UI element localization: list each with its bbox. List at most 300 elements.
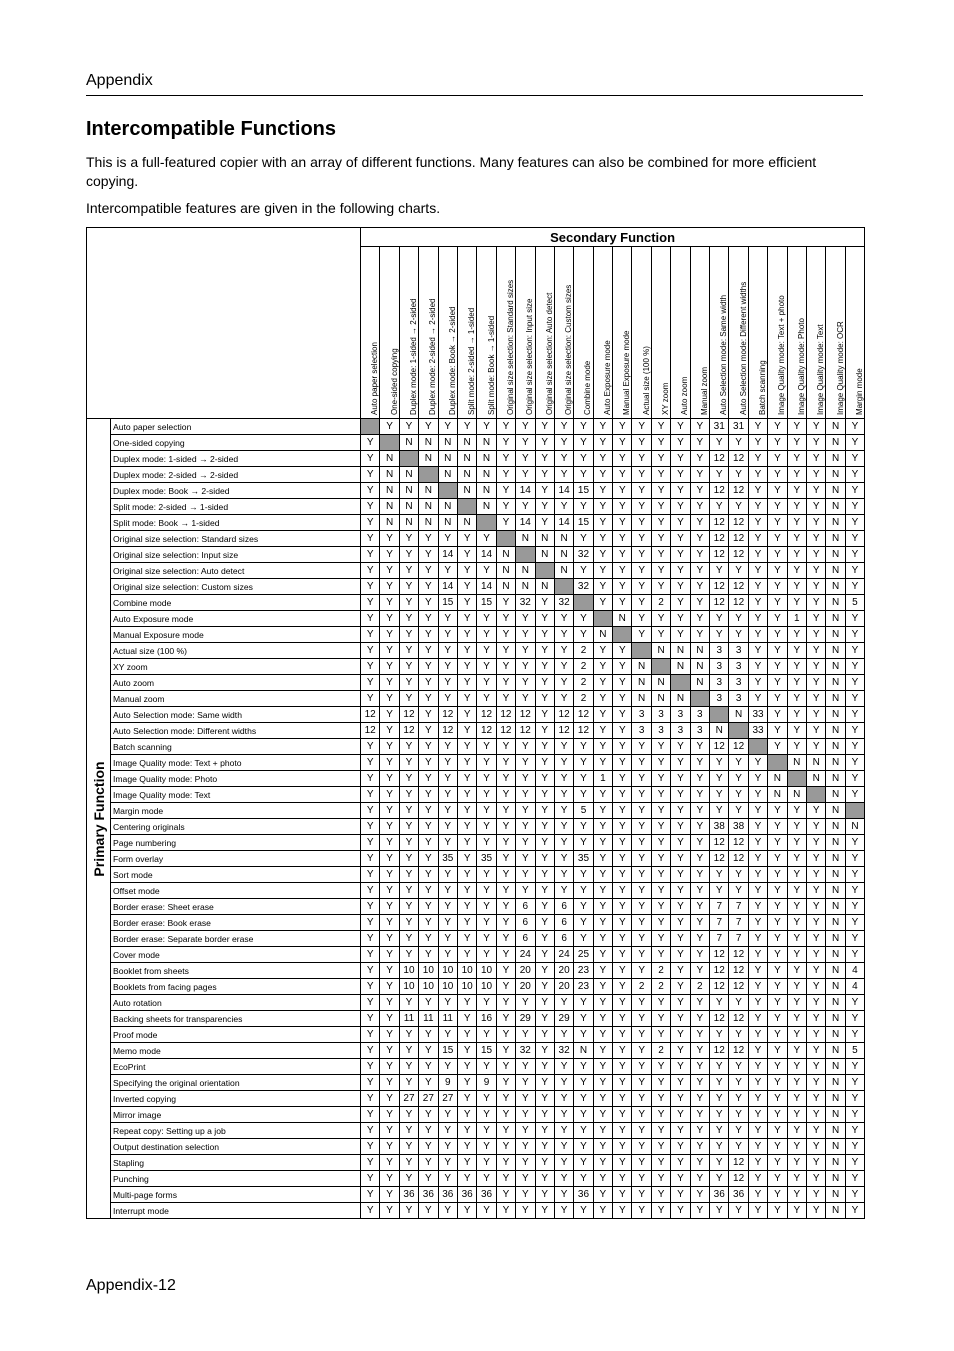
table-cell: Y [748,883,767,899]
table-cell: Y [477,947,496,963]
self-cell [419,467,438,483]
table-cell: 32 [574,547,593,563]
table-cell: 10 [438,963,457,979]
table-cell: Y [399,931,418,947]
table-cell: Y [593,1139,612,1155]
table-cell: N [399,467,418,483]
table-cell: Y [457,611,476,627]
table-cell: Y [496,515,515,531]
table-row [87,419,865,435]
table-cell: Y [710,1027,729,1043]
table-cell: Y [438,1155,457,1171]
table-row [87,467,865,483]
row-label: Multi-page forms [111,1187,361,1203]
table-cell: Y [457,1123,476,1139]
table-cell: Y [399,787,418,803]
table-cell: Y [768,995,787,1011]
table-cell: 10 [457,979,476,995]
table-cell: Y [671,931,690,947]
table-cell: Y [574,995,593,1011]
table-cell: Y [613,483,632,499]
table-cell: Y [574,451,593,467]
column-header-label: Batch scanning [758,360,767,415]
table-cell: Y [632,835,651,851]
table-cell: 12 [710,1043,729,1059]
intro-paragraph: This is a full-featured copier with an array of different functions. Many features can also be combined for more efficient copying. [86,154,817,189]
column-header [457,247,476,419]
table-cell: Y [516,467,535,483]
table-cell: Y [380,1059,399,1075]
table-cell: Y [613,1075,632,1091]
table-cell: N [826,979,845,995]
table-cell: Y [690,947,709,963]
table-cell: Y [419,691,438,707]
table-cell: Y [768,819,787,835]
row-label: Offset mode [111,883,361,899]
table-cell: Y [613,1187,632,1203]
table-cell: Y [419,851,438,867]
table-cell: Y [438,419,457,435]
table-cell: Y [399,851,418,867]
table-cell: Y [593,1107,612,1123]
table-cell: Y [690,835,709,851]
column-header-label: Original size selection: Custom sizes [564,284,574,415]
table-cell: N [690,675,709,691]
table-cell: 3 [729,675,748,691]
column-header [845,247,864,419]
table-cell: Y [632,419,651,435]
table-cell: Y [613,1107,632,1123]
table-cell: Y [748,787,767,803]
table-cell: Y [690,483,709,499]
table-cell: Y [613,499,632,515]
table-cell: Y [399,1043,418,1059]
table-cell: Y [806,515,825,531]
table-cell: Y [787,979,806,995]
table-cell: Y [361,531,380,547]
table-cell: Y [690,915,709,931]
table-cell: Y [380,931,399,947]
table-cell: Y [554,755,573,771]
table-cell: Y [710,1203,729,1219]
table-cell: Y [419,947,438,963]
table-cell: Y [593,531,612,547]
table-cell: Y [535,995,554,1011]
table-cell: Y [399,739,418,755]
table-cell: 31 [710,419,729,435]
table-cell: Y [632,1139,651,1155]
table-cell: 5 [574,803,593,819]
table-cell: Y [438,947,457,963]
table-cell: Y [535,1203,554,1219]
table-cell: Y [787,483,806,499]
row-label: Auto Selection mode: Different widths [111,723,361,739]
table-cell: Y [806,931,825,947]
table-cell: Y [419,579,438,595]
table-cell: Y [613,643,632,659]
table-cell: N [651,691,670,707]
table-cell: Y [845,1171,864,1187]
table-cell: 12 [574,707,593,723]
table-cell: Y [535,883,554,899]
table-cell: 32 [554,595,573,611]
table-cell: Y [438,739,457,755]
table-cell: Y [613,467,632,483]
table-row [87,691,865,707]
table-cell: N [380,467,399,483]
table-cell: Y [651,499,670,515]
table-cell: Y [574,867,593,883]
table-cell: Y [671,563,690,579]
table-cell: Y [496,755,515,771]
table-cell: Y [399,419,418,435]
table-cell: 29 [554,1011,573,1027]
table-cell: Y [613,563,632,579]
table-cell: Y [516,1123,535,1139]
table-cell: Y [457,883,476,899]
table-cell: N [826,867,845,883]
table-cell: Y [845,867,864,883]
table-cell: N [826,1043,845,1059]
table-cell: Y [574,531,593,547]
table-cell: Y [593,467,612,483]
table-cell: Y [419,659,438,675]
row-label: Duplex mode: 2-sided → 2-sided [111,467,361,483]
table-cell: Y [748,675,767,691]
table-cell: N [826,1203,845,1219]
table-cell: Y [787,1123,806,1139]
table-cell: N [438,451,457,467]
table-cell: Y [419,547,438,563]
table-cell: Y [748,1123,767,1139]
table-cell: Y [806,723,825,739]
table-cell: Y [438,1123,457,1139]
table-cell: Y [593,787,612,803]
table-cell: Y [554,419,573,435]
table-cell: Y [651,803,670,819]
table-cell: Y [554,627,573,643]
row-label: Inverted copying [111,1091,361,1107]
table-cell: Y [729,1203,748,1219]
table-cell: Y [361,1123,380,1139]
table-cell: Y [496,915,515,931]
table-cell: 3 [729,691,748,707]
row-label: Combine mode [111,595,361,611]
table-cell: Y [593,483,612,499]
table-cell: Y [651,1171,670,1187]
self-cell [690,691,709,707]
table-cell: Y [380,851,399,867]
row-label: Booklets from facing pages [111,979,361,995]
table-cell: Y [574,611,593,627]
table-cell: Y [710,771,729,787]
table-cell: Y [768,867,787,883]
table-cell: Y [574,915,593,931]
table-cell: Y [457,627,476,643]
column-header-label: Split mode: Book → 1-sided [486,315,496,415]
table-cell: Y [748,851,767,867]
table-cell: Y [729,563,748,579]
table-cell: Y [787,675,806,691]
row-label: Border erase: Sheet erase [111,899,361,915]
table-cell: Y [361,963,380,979]
section-label: Appendix [86,72,153,89]
table-cell: Y [593,1027,612,1043]
table-cell: Y [806,659,825,675]
table-cell: Y [748,563,767,579]
table-cell: Y [806,1027,825,1043]
table-cell: 12 [729,1011,748,1027]
table-cell: Y [554,675,573,691]
table-cell: Y [613,1203,632,1219]
table-cell: Y [651,835,670,851]
row-label: Punching [111,1171,361,1187]
column-header-label: Combine mode [583,360,593,415]
table-cell: N [826,595,845,611]
table-cell: N [826,787,845,803]
table-cell: Y [438,755,457,771]
table-cell: 14 [438,547,457,563]
table-cell: Y [457,1155,476,1171]
column-header [419,247,438,419]
table-cell: N [826,835,845,851]
table-cell: Y [380,787,399,803]
table-cell: Y [419,723,438,739]
table-cell: Y [651,915,670,931]
table-cell: Y [496,979,515,995]
table-cell: Y [845,1203,864,1219]
table-cell: Y [535,963,554,979]
table-cell: Y [613,435,632,451]
table-cell: Y [845,1027,864,1043]
table-row [87,787,865,803]
table-cell: Y [380,1091,399,1107]
table-cell: Y [613,931,632,947]
table-cell: Y [554,611,573,627]
table-cell: Y [787,1139,806,1155]
table-cell: Y [768,531,787,547]
table-cell: Y [787,739,806,755]
table-cell: Y [535,451,554,467]
table-cell: Y [477,803,496,819]
table-cell: 7 [729,931,748,947]
table-cell: Y [613,595,632,611]
table-cell: Y [651,947,670,963]
table-cell: Y [593,883,612,899]
table-cell: Y [457,899,476,915]
table-cell: Y [419,883,438,899]
table-cell: Y [496,1107,515,1123]
table-cell: Y [574,1107,593,1123]
table-cell: Y [729,611,748,627]
table-cell: Y [438,915,457,931]
table-cell: Y [593,451,612,467]
table-cell: Y [690,1075,709,1091]
table-cell: 3 [671,723,690,739]
table-cell: Y [535,771,554,787]
table-cell: Y [787,515,806,531]
table-cell: 12 [710,483,729,499]
table-cell: Y [399,547,418,563]
table-cell: 5 [845,595,864,611]
table-cell: Y [729,1027,748,1043]
table-cell: Y [554,867,573,883]
table-cell: Y [496,467,515,483]
table-cell: Y [496,1203,515,1219]
table-cell: Y [477,563,496,579]
table-cell: Y [593,755,612,771]
table-cell: Y [768,675,787,691]
table-cell: Y [710,611,729,627]
table-cell: Y [535,659,554,675]
table-cell: Y [690,1187,709,1203]
table-cell: N [438,499,457,515]
table-cell: N [787,755,806,771]
compatibility-table [86,227,865,1219]
table-cell: N [826,851,845,867]
table-cell: Y [574,1139,593,1155]
self-cell [671,675,690,691]
table-cell: Y [516,643,535,659]
table-cell: Y [554,739,573,755]
table-cell: 7 [710,931,729,947]
table-cell: 2 [632,979,651,995]
table-cell: 12 [516,707,535,723]
column-header-label: Duplex mode: 1-sided → 2-sided [408,298,418,415]
table-cell: Y [574,819,593,835]
table-cell: Y [632,883,651,899]
table-cell: Y [399,1075,418,1091]
table-cell: Y [768,1203,787,1219]
table-cell: 12 [729,835,748,851]
table-cell: Y [361,1027,380,1043]
table-cell: Y [438,643,457,659]
table-cell: N [768,787,787,803]
table-cell: Y [496,995,515,1011]
table-row [87,835,865,851]
table-cell: 12 [710,835,729,851]
table-cell: 3 [651,707,670,723]
table-cell: Y [729,1091,748,1107]
table-cell: Y [399,1107,418,1123]
column-header [399,247,418,419]
table-cell: Y [632,451,651,467]
table-cell: 12 [729,739,748,755]
table-cell: Y [554,787,573,803]
table-cell: Y [554,467,573,483]
table-cell: Y [787,851,806,867]
column-header-label: Image Quality mode: Text + photo [777,295,787,415]
table-cell: N [535,547,554,563]
table-cell: Y [438,787,457,803]
table-cell: 2 [690,979,709,995]
table-cell: Y [632,851,651,867]
table-cell: Y [768,515,787,531]
table-cell: Y [496,499,515,515]
table-cell: N [632,675,651,691]
table-cell: Y [380,867,399,883]
table-cell: Y [768,1107,787,1123]
table-cell: Y [593,915,612,931]
table-cell: N [826,515,845,531]
table-cell: Y [380,675,399,691]
table-cell: Y [768,451,787,467]
table-cell: Y [671,1203,690,1219]
table-cell: 3 [710,659,729,675]
column-header-label: Auto Exposure mode [602,340,612,415]
table-cell: Y [787,803,806,819]
table-cell: Y [477,835,496,851]
table-cell: Y [806,851,825,867]
column-header-label: Auto zoom [680,376,690,415]
table-cell: Y [613,771,632,787]
table-row [87,547,865,563]
table-cell: 10 [457,963,476,979]
table-cell: Y [671,1027,690,1043]
table-cell: Y [671,1059,690,1075]
table-cell: Y [438,803,457,819]
table-cell: Y [632,611,651,627]
table-cell: Y [477,627,496,643]
table-cell: Y [690,803,709,819]
table-cell: Y [671,547,690,563]
table-cell: Y [554,691,573,707]
table-cell: Y [361,931,380,947]
table-cell: Y [361,659,380,675]
table-cell: Y [535,499,554,515]
table-cell: Y [554,1139,573,1155]
table-cell: Y [748,1187,767,1203]
row-label: Border erase: Separate border erase [111,931,361,947]
table-cell: Y [729,787,748,803]
table-cell: Y [806,1155,825,1171]
table-cell: Y [748,803,767,819]
table-cell: Y [632,915,651,931]
table-cell: Y [729,1123,748,1139]
table-cell: Y [380,563,399,579]
table-cell: N [806,771,825,787]
table-cell: Y [748,963,767,979]
table-cell: Y [496,1075,515,1091]
table-cell: Y [457,1059,476,1075]
table-cell: Y [516,803,535,819]
table-cell: Y [593,579,612,595]
table-cell: Y [477,419,496,435]
table-cell: Y [845,611,864,627]
table-cell: Y [419,1203,438,1219]
table-cell: Y [710,1123,729,1139]
table-row [87,1171,865,1187]
table-cell: Y [748,1027,767,1043]
table-cell: Y [748,979,767,995]
table-row [87,851,865,867]
table-cell: Y [748,499,767,515]
table-cell: N [554,531,573,547]
table-cell: N [826,931,845,947]
table-cell: Y [496,643,515,659]
table-cell: Y [554,499,573,515]
page-title: Intercompatible Functions [86,118,337,140]
table-cell: Y [787,659,806,675]
table-cell: N [826,451,845,467]
table-cell: Y [419,771,438,787]
table-cell: Y [787,1043,806,1059]
table-cell: N [826,611,845,627]
table-cell: Y [671,627,690,643]
table-cell: Y [361,611,380,627]
table-cell: 6 [554,931,573,947]
table-cell: Y [361,755,380,771]
